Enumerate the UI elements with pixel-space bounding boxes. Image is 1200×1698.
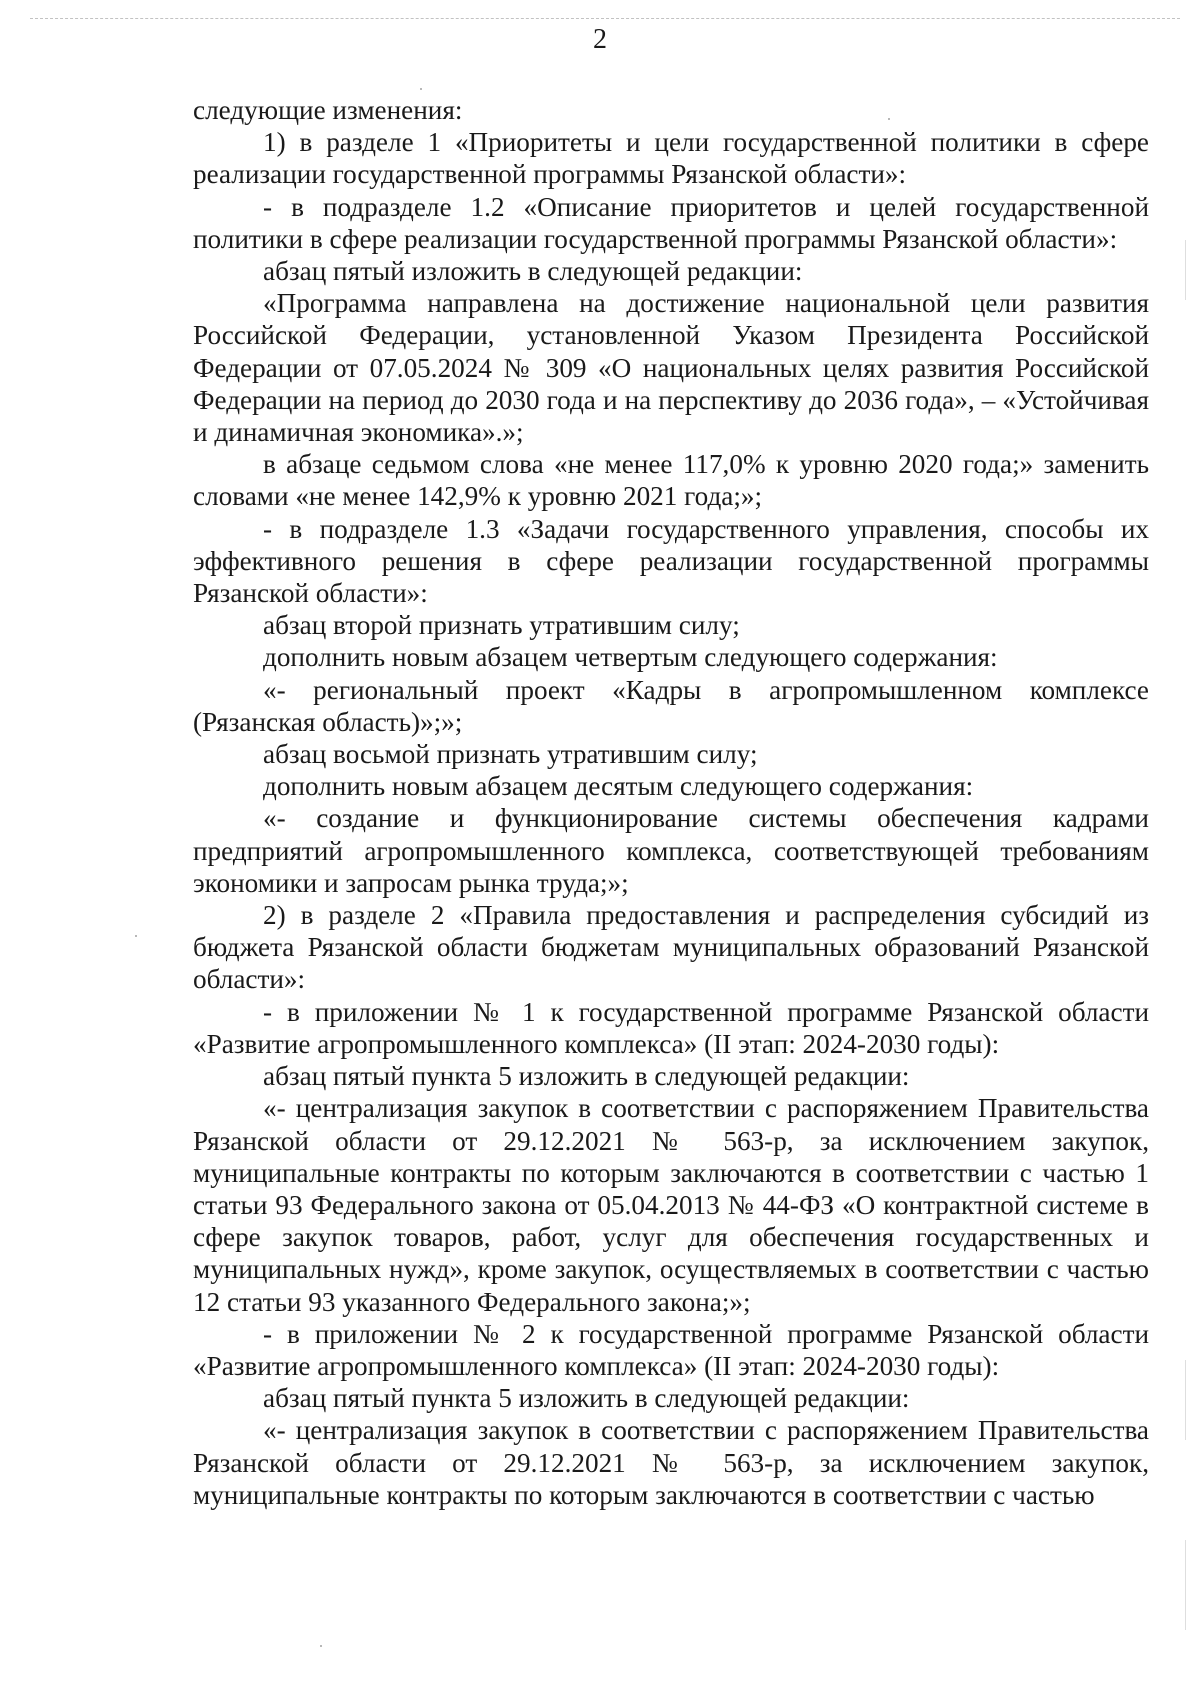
scan-speck <box>135 935 137 937</box>
paragraph-intro: следующие изменения: <box>193 95 463 125</box>
paragraph-quote-program: «Программа направлена на достижение национальной цели развития Российской Федерации, установленной Указом Президента Российской Федерации от 07.05.2024 № 309 «О национальных целях развития Российской Федерации на период до 2030 года и на перспективу до 2036 года», – «Устойчивая и динамичная экономика».»; <box>193 288 1149 448</box>
paragraph-section1: 1) в разделе 1 «Приоритеты и цели государственной политики в сфере реализации государственной программы Рязанской области»: <box>193 127 1149 190</box>
paragraph-instruction: абзац второй признать утратившим силу; <box>263 610 740 641</box>
document-body <box>193 94 1149 1511</box>
scan-edge-line <box>30 18 1180 19</box>
paragraph-replace-words: в абзаце седьмом слова «не менее 117,0% к уровню 2020 года;» заменить словами «не менее 142,9% к уровню 2021 года;»; <box>193 449 1149 512</box>
paragraph-instruction: дополнить новым абзацем четвертым следующего содержания: <box>263 642 998 673</box>
paragraph-quote-personnel: «- создание и функционирование системы обеспечения кадрами предприятий агропромышленного комплекса, соответствующей требованиям экономики и запросам рынка труда;»; <box>193 803 1149 898</box>
paragraph-subsection-1-3: - в подразделе 1.3 «Задачи государственного управления, способы их эффективного решения в сфере реализации государственной программы Рязанской области»: <box>193 513 1149 609</box>
scan-edge-mark <box>1185 240 1186 300</box>
paragraph-appendix-1: - в приложении № 1 к государственной программе Рязанской области «Развитие агропромышленного комплекса» (II этап: 2024-2030 годы): <box>193 996 1149 1059</box>
paragraph-quote-procurement: «- централизация закупок в соответствии с распоряжением Правительства Рязанской области от 29.12.2021 № 563-р, за исключением закупок, муниципальные контракты по которым заключаются в соответствии с частью <box>193 1415 1149 1510</box>
paragraph-subsection-1-2: - в подразделе 1.2 «Описание приоритетов и целей государственной политики в сфере реализации государственной программы Рязанской области»: <box>193 191 1149 254</box>
paragraph-appendix-2: - в приложении № 2 к государственной программе Рязанской области «Развитие агропромышленного комплекса» (II этап: 2024-2030 годы): <box>193 1318 1149 1381</box>
paragraph-quote-procurement: «- централизация закупок в соответствии с распоряжением Правительства Рязанской области от 29.12.2021 № 563-р, за исключением закупок, муниципальные контракты по которым заключаются в соответствии с частью 1 статьи 93 Федерального закона от 05.04.2013 № 44-ФЗ «О контрактной системе в сфере закупок товаров, работ, услуг для обеспечения государственных и муниципальных нужд», кроме закупок, осуществляемых в соответствии с частью 12 статьи 93 указанного Федерального закона;»; <box>193 1093 1149 1317</box>
paragraph-instruction: абзац пятый пункта 5 изложить в следующей редакции: <box>263 1383 910 1414</box>
paragraph-quote-project: «- региональный проект «Кадры в агропромышленном комплексе (Рязанская область)»;»; <box>193 674 1149 737</box>
scan-speck <box>888 118 890 120</box>
scan-speck <box>320 1645 322 1647</box>
scan-edge-mark <box>1185 1540 1186 1630</box>
paragraph-instruction: абзац восьмой признать утратившим силу; <box>263 739 758 770</box>
scan-edge-mark <box>1185 1360 1186 1440</box>
page-number: 2 <box>593 24 607 55</box>
scan-speck <box>420 88 422 90</box>
paragraph-instruction: абзац пятый пункта 5 изложить в следующей редакции: <box>263 1061 910 1092</box>
paragraph-section2: 2) в разделе 2 «Правила предоставления и распределения субсидий из бюджета Рязанской области бюджетам муниципальных образований Рязанской области»: <box>193 900 1149 995</box>
paragraph-instruction: дополнить новым абзацем десятым следующего содержания: <box>263 771 974 802</box>
paragraph-instruction: абзац пятый изложить в следующей редакции: <box>263 256 803 287</box>
